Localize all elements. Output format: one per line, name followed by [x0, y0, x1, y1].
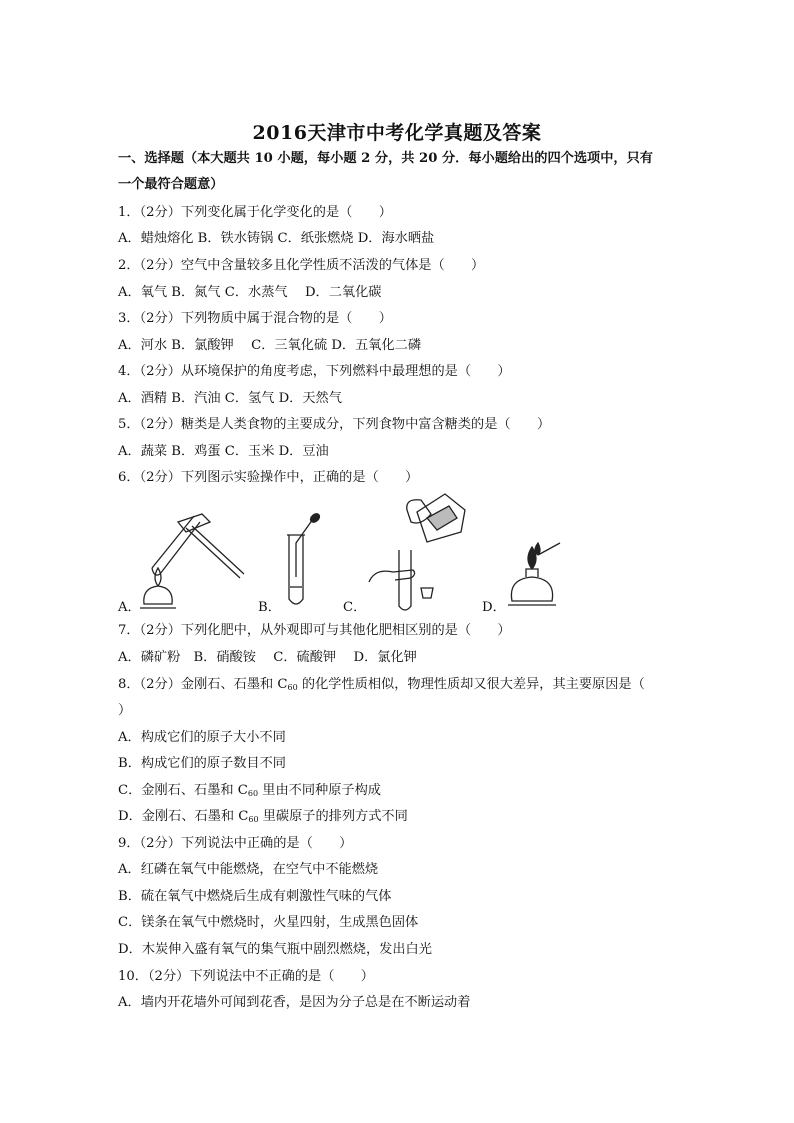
question-2-options: A．氧气 B．氮气 C．水蒸气 D．二氧化碳	[118, 285, 382, 300]
figure-d-match	[538, 543, 560, 555]
figure-a-test-tube	[152, 516, 200, 574]
figure-label-c: C．	[343, 600, 367, 615]
question-8-stem-end: ）	[118, 703, 132, 718]
question-10-option-a: A．墙内开花墙外可闻到花香，是因为分子总是在不断运动着	[118, 995, 471, 1010]
figure-a-test-tube-heating	[140, 508, 245, 611]
question-4-stem: 4．（2分）从环境保护的角度考虑，下列燃料中最理想的是（ ）	[118, 364, 511, 379]
figure-d-lamp-body	[511, 577, 552, 601]
figure-b-dropper-in-tube	[283, 513, 323, 609]
question-1-stem: 1．（2分）下列变化属于化学变化的是（ ）	[118, 205, 392, 220]
figure-c-pouring-liquid	[365, 488, 470, 613]
question-8-stem: 8．（2分）金刚石、石墨和 $C_{60}$ 的化学性质相似，物理性质却又很大差异，其主要原因是（	[118, 677, 645, 692]
question-8-option-b: B．构成它们的原子数目不同	[118, 756, 286, 771]
figure-label-b: B．	[258, 600, 281, 615]
question-9-stem: 9．（2分）下列说法中正确的是（ ）	[118, 836, 353, 851]
question-9-option-c: C．镁条在氧气中燃烧时，火星四射，生成黑色固体	[118, 915, 419, 930]
figure-label-a: A．	[118, 600, 141, 615]
page-title: 2016天津市中考化学真题及答案	[252, 122, 542, 144]
figure-a-stand-rod	[186, 528, 240, 578]
figure-c-bottle-label	[427, 506, 457, 530]
question-8-option-a: A．构成它们的原子大小不同	[118, 730, 286, 745]
figure-b-dropper-tip	[296, 519, 313, 577]
figure-label-d: D．	[482, 600, 506, 615]
section-heading-line1: 一、选择题（本大题共 10 小题，每小题 2 分，共 20 分．每小题给出的四个选项中，只有	[118, 151, 653, 166]
question-9-option-d: D．木炭伸入盛有氧气的集气瓶中剧烈燃烧，发出白光	[118, 942, 432, 957]
figure-a-stand-rod-2	[192, 526, 244, 574]
figure-c-stopper	[421, 588, 433, 598]
question-5-options: A．蔬菜 B．鸡蛋 C．玉米 D．豆油	[118, 444, 329, 459]
figure-c-test-tube	[399, 550, 411, 610]
question-9-option-b: B．硫在氧气中燃烧后生成有刺激性气味的气体	[118, 889, 392, 904]
question-3-options: A．河水 B．氯酸钾 C．三氧化硫 D．五氧化二磷	[118, 338, 422, 353]
question-8-option-d: D．金刚石、石墨和 $C_{60}$ 里碳原子的排列方式不同	[118, 809, 408, 824]
question-9-option-a: A．红磷在氧气中能燃烧，在空气中不能燃烧	[118, 862, 379, 877]
question-8-option-c: C．金刚石、石墨和 $C_{60}$ 里由不同种原子构成	[118, 783, 381, 798]
question-7-options: A．磷矿粉 B．硝酸铵 C．硫酸钾 D．氯化钾	[118, 650, 417, 665]
question-1-options: A．蜡烛熔化 B．铁水铸锅 C．纸张燃烧 D．海水晒盐	[118, 231, 435, 246]
figure-d-lamp-neck	[526, 569, 538, 577]
section-heading-line2: 一个最符合题意）	[118, 177, 224, 192]
question-10-stem: 10．（2分）下列说法中不正确的是（ ）	[118, 969, 374, 984]
question-2-stem: 2．（2分）空气中含量较多且化学性质不活泼的气体是（ ）	[118, 258, 485, 273]
question-6-stem: 6．（2分）下列图示实验操作中，正确的是（ ）	[118, 470, 419, 485]
figure-d-match-flame	[535, 543, 540, 555]
figure-d-alcohol-lamp	[508, 537, 566, 609]
figure-a-lamp-body	[144, 586, 172, 604]
question-5-stem: 5．（2分）糖类是人类食物的主要成分，下列食物中富含糖类的是（ ）	[118, 417, 551, 432]
question-7-stem: 7．（2分）下列化肥中，从外观即可与其他化肥相区别的是（ ）	[118, 623, 511, 638]
question-4-options: A．酒精 B．汽油 C．氢气 D．天然气	[118, 391, 342, 406]
figure-a-flame	[155, 568, 161, 586]
question-3-stem: 3．（2分）下列物质中属于混合物的是（ ）	[118, 311, 392, 326]
figure-c-hand-holding	[369, 570, 415, 582]
